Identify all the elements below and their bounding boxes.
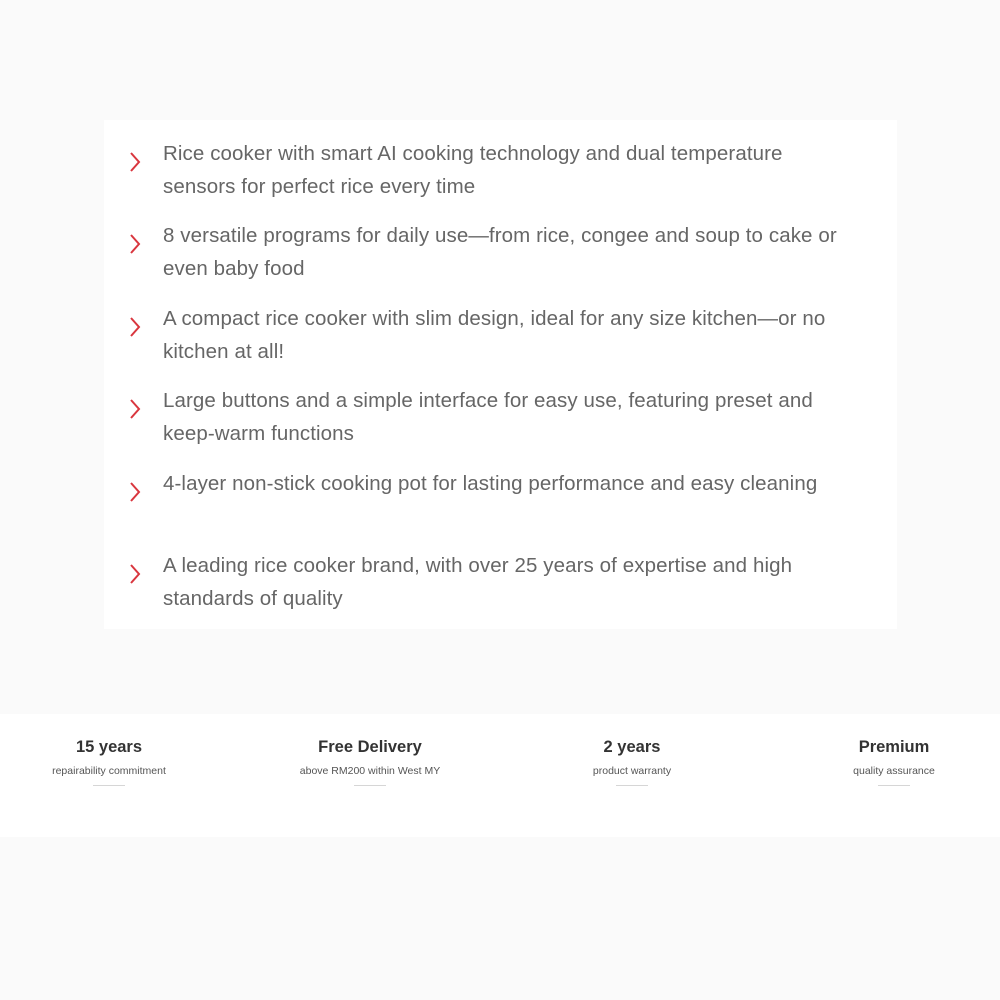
benefit-divider: [616, 785, 648, 786]
feature-text: 8 versatile programs for daily use—from rice, congee and soup to cake or even baby food: [163, 224, 837, 280]
feature-item: [104, 138, 897, 208]
benefit-repairability: [0, 714, 229, 837]
benefit-divider: [354, 785, 386, 786]
benefit-subtitle: repairability commitment: [52, 765, 166, 777]
benefit-subtitle: above RM200 within West MY: [299, 765, 441, 777]
benefit-free-delivery: [250, 714, 490, 837]
feature-text: Large buttons and a simple interface for easy use, featuring preset and keep-warm functions: [163, 389, 813, 445]
chevron-right-icon: [124, 397, 144, 421]
feature-item: [104, 550, 897, 620]
chevron-right-icon: [124, 562, 144, 586]
chevron-right-icon: [124, 480, 144, 504]
benefit-divider: [93, 785, 125, 786]
feature-text: 4-layer non-stick cooking pot for lasting performance and easy cleaning: [163, 472, 818, 495]
feature-item: [104, 220, 897, 290]
benefits-bar: [0, 714, 1000, 837]
feature-text: A leading rice cooker brand, with over 25 years of expertise and high standards of quality: [163, 554, 793, 610]
feature-text: Rice cooker with smart AI cooking technology and dual temperature sensors for perfect rice every time: [163, 142, 783, 198]
benefit-title: 15 years: [75, 738, 143, 756]
chevron-right-icon: [124, 232, 144, 256]
chevron-right-icon: [124, 315, 144, 339]
benefit-subtitle: product warranty: [592, 765, 672, 777]
benefit-premium: [774, 714, 1000, 837]
benefit-title: Premium: [858, 738, 930, 756]
benefit-subtitle: quality assurance: [853, 765, 935, 777]
benefit-divider: [878, 785, 910, 786]
feature-item: [104, 468, 897, 538]
feature-text: A compact rice cooker with slim design, ideal for any size kitchen—or no kitchen at all!: [163, 307, 826, 363]
benefit-warranty: [512, 714, 752, 837]
benefit-title: Free Delivery: [318, 738, 422, 756]
benefit-title: 2 years: [603, 738, 661, 756]
feature-item: [104, 385, 897, 455]
chevron-right-icon: [124, 150, 144, 174]
product-features-card: [104, 120, 897, 629]
feature-item: [104, 303, 897, 373]
